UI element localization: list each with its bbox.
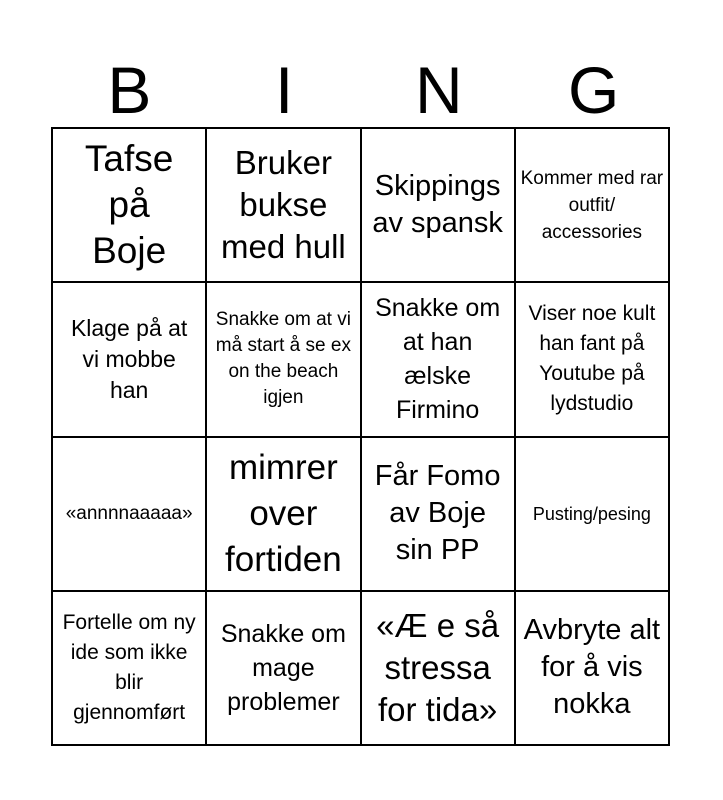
bingo-header	[52, 52, 671, 128]
bingo-cell[interactable]	[53, 283, 207, 437]
cell-text: Avbryte alt for å vis nokka	[523, 614, 661, 721]
bingo-cell[interactable]	[207, 438, 361, 592]
bingo-cell[interactable]	[207, 129, 361, 283]
bingo-cell[interactable]	[53, 592, 207, 746]
cell-text: Kommer med rar outfit/ accessories	[520, 167, 664, 243]
cell-text: mimrer over fortiden	[225, 447, 342, 579]
cell-text: «annnnaaaaa»	[65, 502, 193, 524]
cell-text: Snakke om at han ælske Firmino	[375, 294, 501, 425]
cell-text: Klage på at vi mobbe han	[70, 314, 188, 403]
bingo-cell[interactable]	[516, 592, 670, 746]
cell-text: Får Fomo av Boje sin PP	[374, 460, 501, 567]
bingo-cell[interactable]	[362, 438, 516, 592]
cell-text: Tafse på Boje	[84, 138, 174, 272]
cell-text: Viser noe kult han fant på Youtube på lydstudio	[528, 302, 656, 416]
cell-text: Skippings av spansk	[372, 170, 503, 240]
cell-text: «Æ e så stressa for tida»	[376, 606, 500, 728]
bingo-cell[interactable]	[53, 129, 207, 283]
bingo-cell[interactable]	[362, 129, 516, 283]
bingo-cell[interactable]	[516, 129, 670, 283]
bingo-grid	[51, 127, 670, 746]
bingo-cell[interactable]	[53, 438, 207, 592]
cell-text: Pusting/pesing	[532, 503, 651, 524]
cell-text: Snakke om at vi må start å se ex on the beach igjen	[215, 309, 351, 409]
bingo-cell[interactable]	[362, 592, 516, 746]
header-letter-n: N	[415, 53, 463, 127]
header-letter-b: B	[107, 53, 152, 127]
bingo-cell[interactable]	[516, 283, 670, 437]
cell-text: Snakke om mage problemer	[220, 619, 346, 716]
bingo-cell[interactable]	[362, 283, 516, 437]
cell-text: Bruker bukse med hull	[221, 144, 346, 266]
cell-text: Fortelle om ny ide som ikke blir gjennomført	[62, 610, 196, 724]
bingo-cell[interactable]	[516, 438, 670, 592]
bingo-cell[interactable]	[207, 283, 361, 437]
bingo-cell[interactable]	[207, 592, 361, 746]
header-letter-g: G	[567, 53, 620, 127]
header-letter-i: I	[274, 53, 294, 127]
